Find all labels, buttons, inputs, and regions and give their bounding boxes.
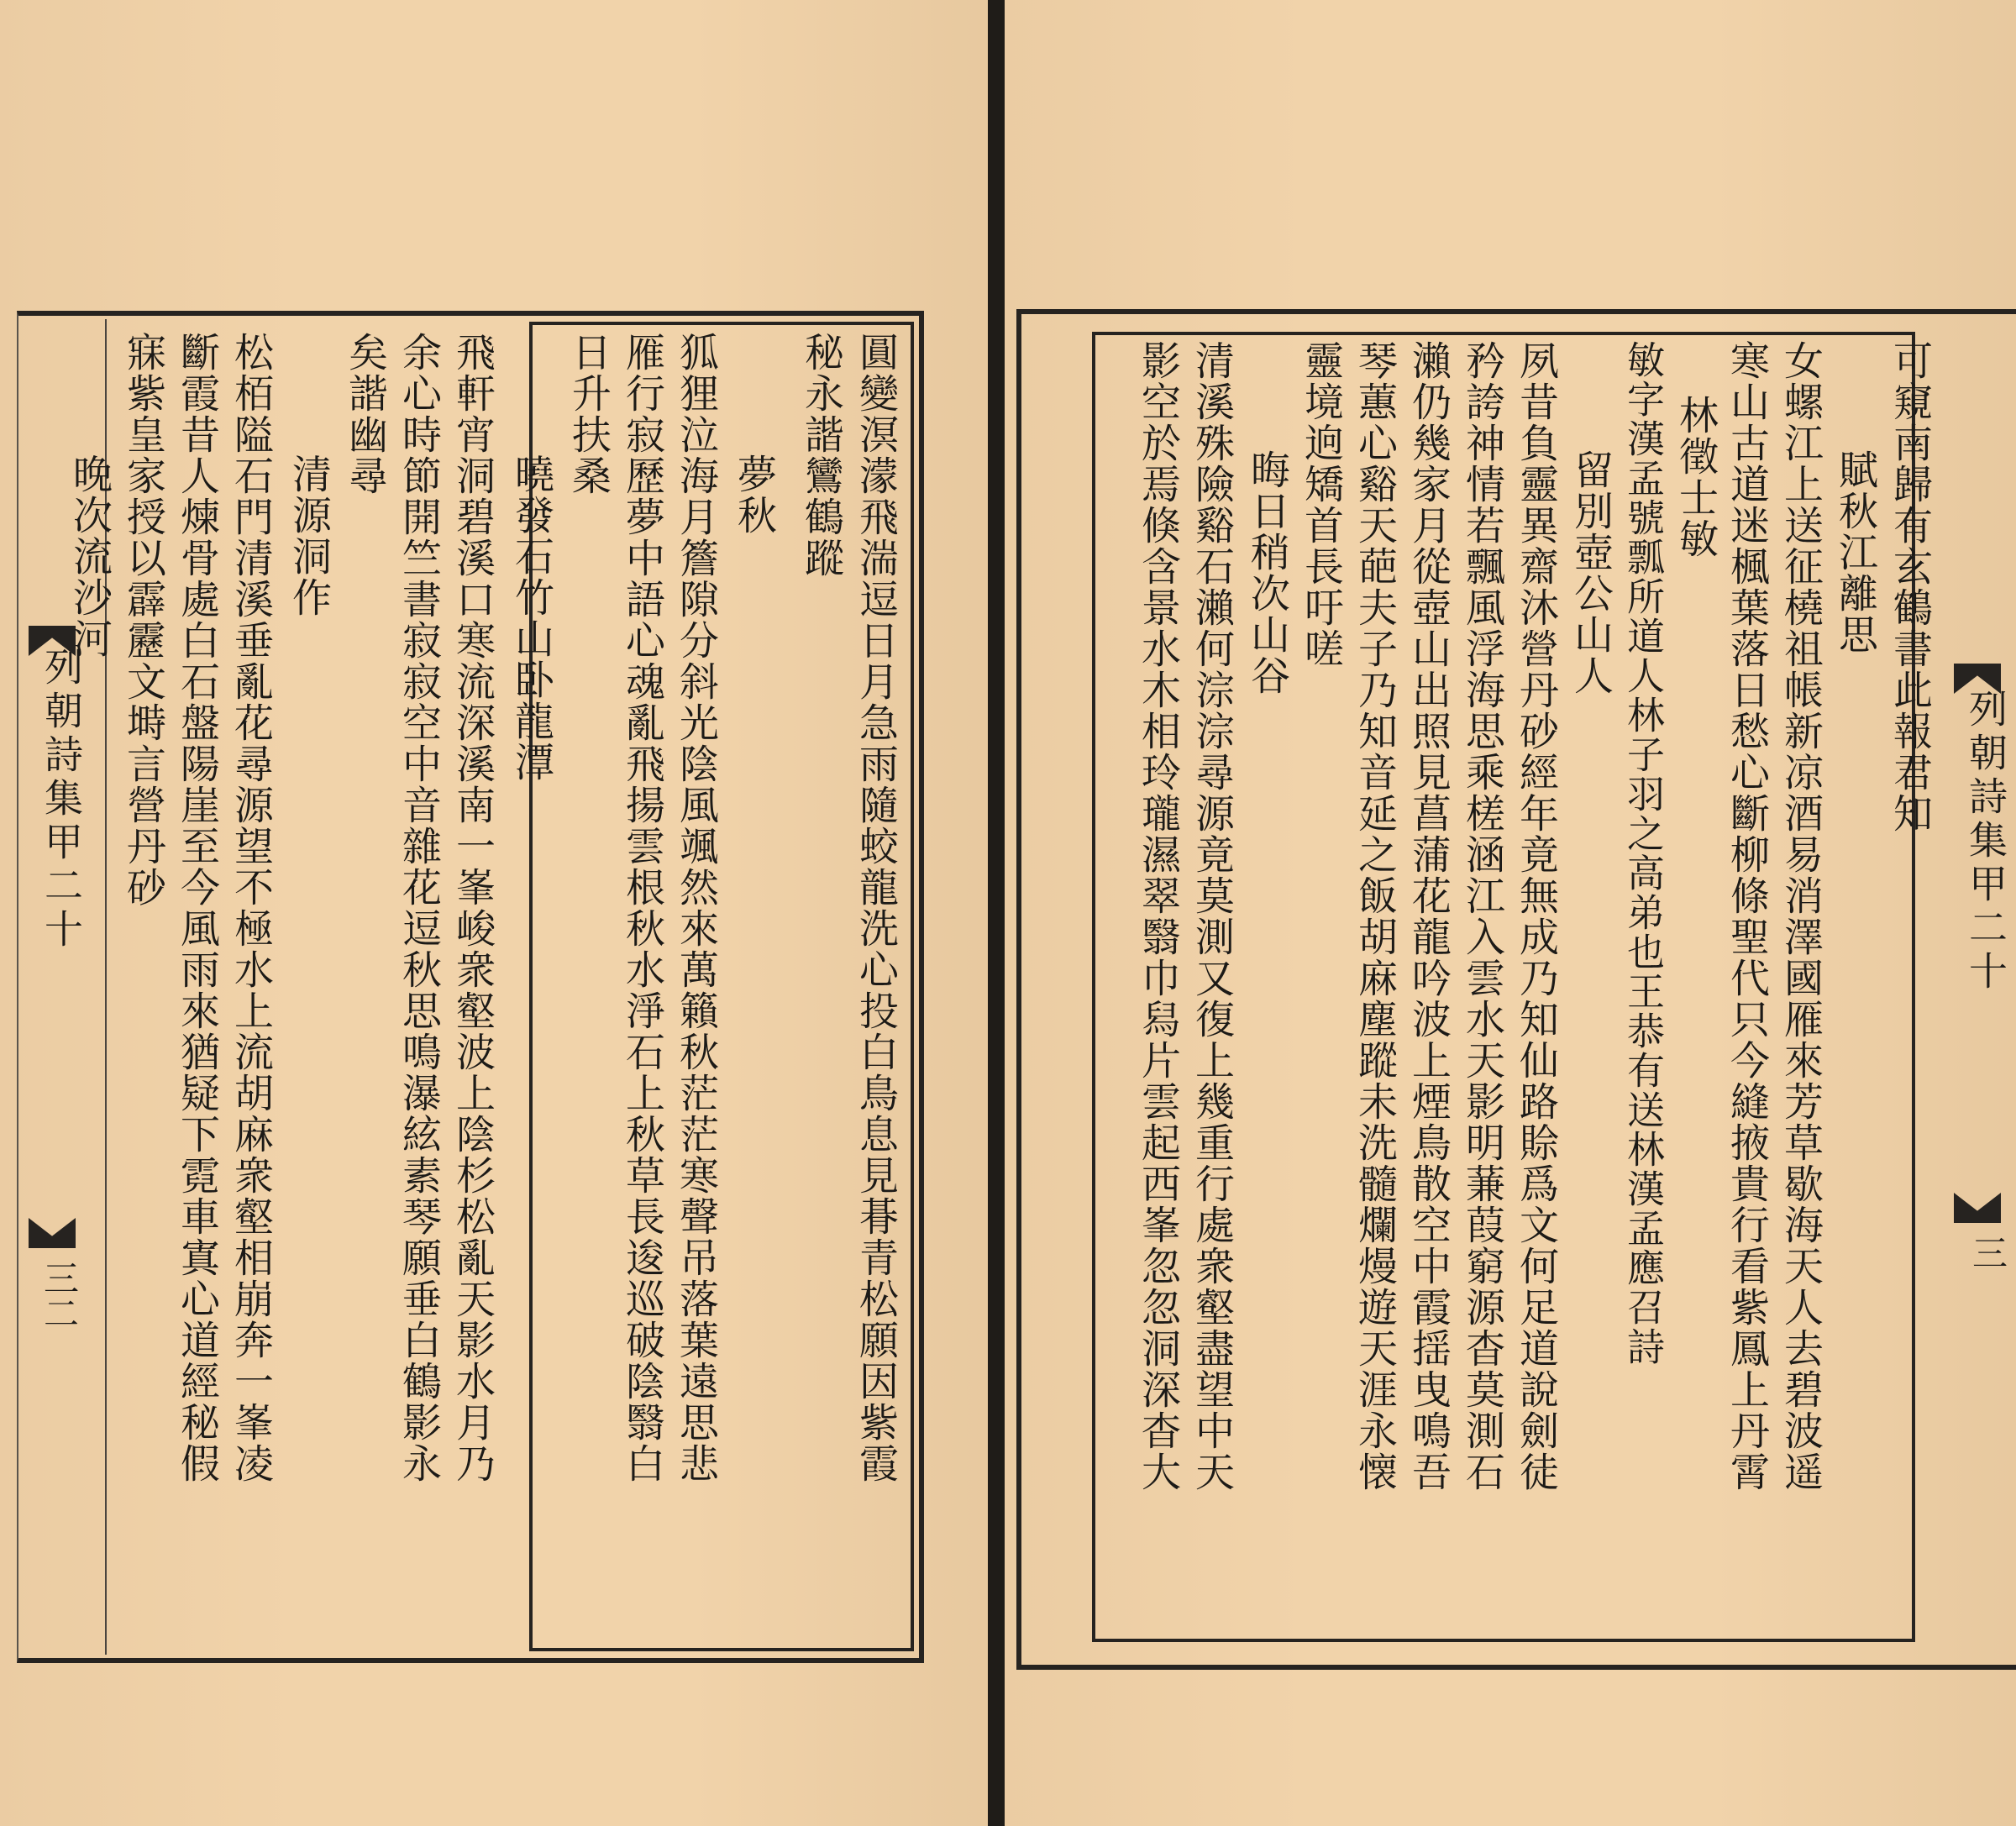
page-number: 三二	[39, 1260, 80, 1330]
text-column: 日升扶桑	[565, 332, 612, 496]
center-strip-title: 列朝詩集甲二十	[1963, 689, 2008, 994]
poem-title: 清源洞作	[286, 454, 332, 618]
page-number: 三	[1967, 1235, 2008, 1270]
text-column: 女螺江上送征橈祖帳新凉酒易消澤國雁來芳草歇海天人去碧波遥	[1777, 340, 1824, 1493]
left-page	[0, 0, 988, 1826]
text-column: 影空於焉倏含景水木相玲瓏濕翠翳巾舄片雲起西峯忽忽洞深杳大	[1135, 340, 1181, 1493]
poem-title: 晦日稍次山谷	[1244, 449, 1290, 696]
text-column: 清溪殊險谿石瀨何淙淙尋源竟莫測又復上幾重行處衆壑盡望中天	[1189, 340, 1235, 1493]
poem-title: 曉發石竹山卧龍潭	[508, 454, 554, 783]
text-column: 瀨仍幾家月從壺山出照見菖蒲花龍吟波上煙鳥散空中霞揺曳鳴吾	[1405, 340, 1452, 1493]
text-column: 圓變溟濛飛湍逗日月急雨隨蛟龍洗心投白鳥息見朞青松願因紫霞	[853, 332, 899, 1484]
text-column: 可窺南歸有玄鶴書此報君知	[1887, 340, 1933, 834]
text-column: 琴蕙心谿天葩夫子乃知音延之飯胡麻塵蹤未洗髓爛熳遊天涯永懐	[1352, 340, 1398, 1493]
text-column: 飛軒宵洞碧溪口寒流深溪南一峯峻衆壑波上陰杉松亂天影水月乃	[449, 332, 496, 1484]
center-strip-title: 列朝詩集甲二十	[39, 647, 84, 952]
text-column: 靈境逈矯首長吁嗟	[1298, 340, 1344, 669]
text-column: 矣諧幽尋	[342, 332, 388, 496]
text-column: 余心時節開竺書寂寂空中音雜花逗秋思鳴瀑絃素琴願垂白鶴影永	[396, 332, 442, 1484]
text-column: 松栢隘石門清溪垂亂花尋源望不極水上流胡麻衆壑相崩奔一峯凌	[228, 332, 274, 1484]
poem-title: 晚次流沙河	[66, 454, 113, 659]
text-column: 寒山古道迷楓葉落日愁心斷柳條聖代只今縫掖貴行看紫鳳上丹霄	[1724, 340, 1770, 1493]
poem-title: 賦秋江離思	[1832, 449, 1878, 655]
poem-title: 留別壺公山人	[1567, 449, 1614, 696]
text-column: 秘永諧鸞鶴蹤	[798, 332, 844, 579]
author-bio: 敏字漢孟號瓢所道人林子羽之高弟也王恭有送林漢孟應召詩	[1620, 340, 1665, 1367]
text-column: 寐紫皇家授以霹靂文塒言營丹砂	[120, 332, 166, 908]
right-page	[1005, 0, 2016, 1826]
poem-title: 夢秋	[731, 454, 777, 536]
text-column: 夙昔負靈異齋沐營丹砂經年竟無成乃知仙路賒爲文何足道說劍徒	[1513, 340, 1559, 1493]
author-name: 林徵士敏	[1672, 395, 1719, 559]
text-column: 矜誇神情若飄風浮海思乘槎涵江入雲水天影明蒹葭窮源杳莫測石	[1459, 340, 1505, 1493]
text-column: 狐狸泣海月簷隙分斜光陰風颯然來萬籟秋茫茫寒聲吊落葉遠思悲	[673, 332, 719, 1484]
book-gutter	[988, 0, 1005, 1826]
text-column: 雁行寂歷夢中語心魂亂飛揚雲根秋水淨石上秋草長逡巡破陰翳白	[619, 332, 665, 1484]
text-column: 斷霞昔人煉骨處白石盤陽崖至今風雨來猶疑下霓車寘心道經秘假	[174, 332, 220, 1484]
